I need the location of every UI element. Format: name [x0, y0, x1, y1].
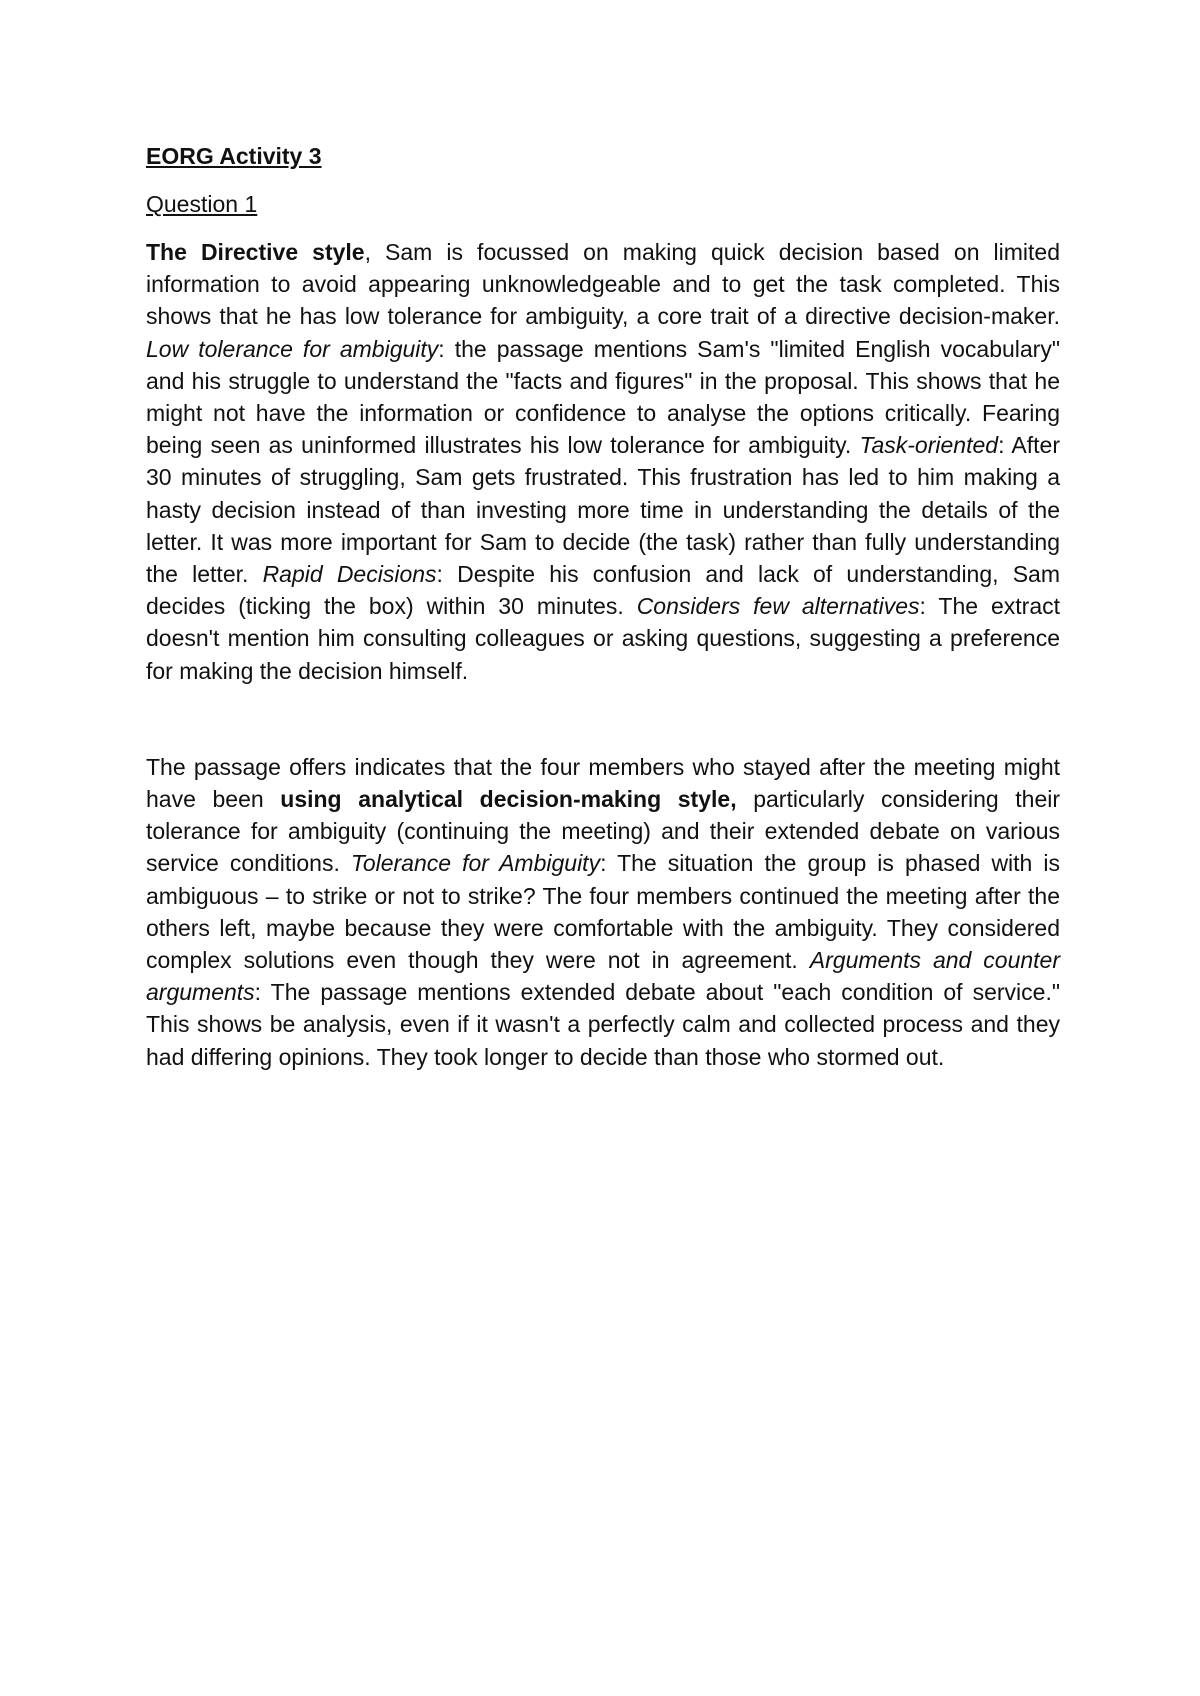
text-run: : Despite his confusion and lack of understanding, Sam decides (ticking the box) within 30 minutes. — [146, 561, 1060, 620]
document-title: EORG Activity 3 — [146, 143, 322, 169]
text-run: : the passage mentions Sam's "limited English vocabulary" and his struggle to understand the "facts and figures" in the proposal. This shows that he might not have the information or confidence to analyse the options critically. Fearing being seen as uninformed illustrates his low tolerance for ambiguity. — [146, 335, 1060, 459]
text-run: The passage offers indicates that the four members who stayed after the meeting might have been — [146, 753, 1060, 813]
text-run: using analytical decision-making style, — [280, 786, 737, 813]
text-run: Considers few alternatives — [636, 593, 920, 620]
text-run: Rapid Decisions — [262, 561, 437, 588]
text-run: The Directive style — [146, 239, 365, 265]
question-heading: Question 1 — [146, 191, 258, 217]
text-run: : The passage mentions extended debate about "each condition of service." This shows be analysis, even if it wasn't a perfectly calm and collected process and they had differing opinions. They took longer to decide than those who stormed out. — [146, 979, 1060, 1070]
text-run: : The situation the group is phased with is ambiguous – to strike or not to strike? The four members continued the meeting after the others left, maybe because they were comfortable with the ambiguity. They considered complex solutions even though they were not in agreement. — [146, 850, 1060, 974]
document-body — [146, 140, 1060, 1073]
text-run: , Sam is focussed on making quick decision based on limited information to avoid appearing unknowledgeable and to get the task completed. This shows that he has low tolerance for ambiguity, a core trait of a directive decision-maker. — [146, 239, 1060, 330]
text-run: Low tolerance for ambiguity — [146, 335, 439, 362]
text-run: : The extract doesn't mention him consulting colleagues or asking questions, suggesting a preference for making the decision himself. — [146, 593, 1061, 684]
text-run: Tolerance for Ambiguity — [350, 850, 601, 877]
text-run: Task-oriented — [859, 432, 999, 459]
text-run: Arguments and counter arguments — [146, 947, 1060, 1006]
paragraph-directive-style — [146, 236, 1060, 687]
text-run: : After 30 minutes of struggling, Sam gets frustrated. This frustration has led to him making a hasty decision instead of than investing more time in understanding the details of the letter. It was more important for Sam to decide (the task) rather than fully understanding the letter. — [146, 432, 1060, 588]
paragraph-analytical-style — [146, 751, 1060, 1073]
text-run: particularly considering their tolerance for ambiguity (continuing the meeting) and their extended debate on various service conditions. — [146, 786, 1061, 877]
